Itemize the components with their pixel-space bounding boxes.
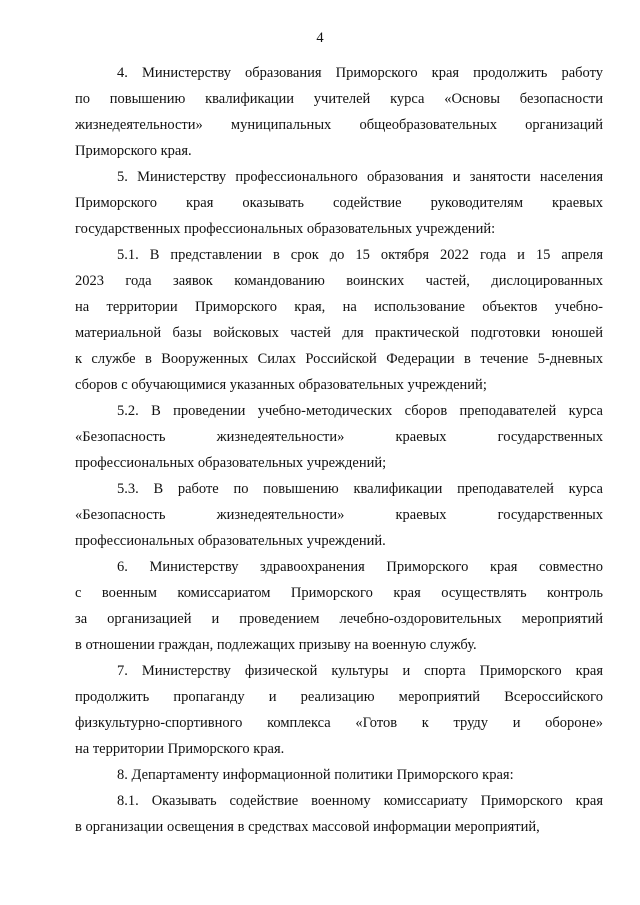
text-line: профессиональных образовательных учреждений.	[75, 533, 386, 549]
paragraph	[75, 762, 603, 788]
text-line: по повышению квалификации учителей курса «Основы безопасности	[75, 91, 603, 107]
text-line: сборов с обучающимися указанных образовательных учреждений;	[75, 377, 487, 393]
text-line: в организации освещения в средствах массовой информации мероприятий,	[75, 819, 540, 835]
text-line: на территории Приморского края.	[75, 741, 285, 757]
text-line: «Безопасность жизнедеятельности» краевых государственных	[75, 507, 603, 523]
text-line: «Безопасность жизнедеятельности» краевых государственных	[75, 429, 603, 445]
paragraph	[75, 788, 603, 840]
paragraph	[75, 476, 603, 554]
document-body	[75, 60, 603, 840]
paragraph	[75, 242, 603, 398]
paragraph	[75, 60, 603, 164]
text-line: 4. Министерству образования Приморского края продолжить работу	[117, 65, 603, 81]
text-line: на территории Приморского края, на использование объектов учебно-	[75, 299, 603, 315]
text-line: продолжить пропаганду и реализацию мероприятий Всероссийского	[75, 689, 603, 705]
text-line: в отношении граждан, подлежащих призыву на военную службу.	[75, 637, 477, 653]
paragraph	[75, 554, 603, 658]
page-number: 4	[316, 30, 324, 46]
text-line: за организацией и проведением лечебно-оздоровительных мероприятий	[75, 611, 603, 627]
text-line: 6. Министерству здравоохранения Приморского края совместно	[117, 559, 603, 575]
text-line: Приморского края.	[75, 143, 192, 159]
text-line: жизнедеятельности» муниципальных общеобразовательных организаций	[75, 117, 603, 133]
text-line: 5.2. В проведении учебно-методических сборов преподавателей курса	[117, 403, 603, 419]
text-line: 5.3. В работе по повышению квалификации преподавателей курса	[117, 481, 603, 497]
paragraph	[75, 164, 603, 242]
text-line: 7. Министерству физической культуры и спорта Приморского края	[117, 663, 603, 679]
text-line: 8.1. Оказывать содействие военному комиссариату Приморского края	[117, 793, 603, 809]
paragraph	[75, 398, 603, 476]
text-line: 8. Департаменту информационной политики Приморского края:	[117, 767, 514, 783]
text-line: к службе в Вооруженных Силах Российской Федерации в течение 5-дневных	[75, 351, 603, 367]
text-line: 5. Министерству профессионального образования и занятости населения	[117, 169, 603, 185]
text-line: с военным комиссариатом Приморского края осуществлять контроль	[75, 585, 603, 601]
text-line: 5.1. В представлении в срок до 15 октября 2022 года и 15 апреля	[117, 247, 603, 263]
paragraph	[75, 658, 603, 762]
text-line: Приморского края оказывать содействие руководителям краевых	[75, 195, 603, 211]
text-line: материальной базы войсковых частей для практической подготовки юношей	[75, 325, 603, 341]
text-line: государственных профессиональных образовательных учреждений:	[75, 221, 496, 237]
text-line: физкультурно-спортивного комплекса «Готов к труду и обороне»	[75, 715, 603, 731]
text-line: 2023 года заявок командованию воинских частей, дислоцированных	[75, 273, 603, 289]
text-line: профессиональных образовательных учреждений;	[75, 455, 387, 471]
